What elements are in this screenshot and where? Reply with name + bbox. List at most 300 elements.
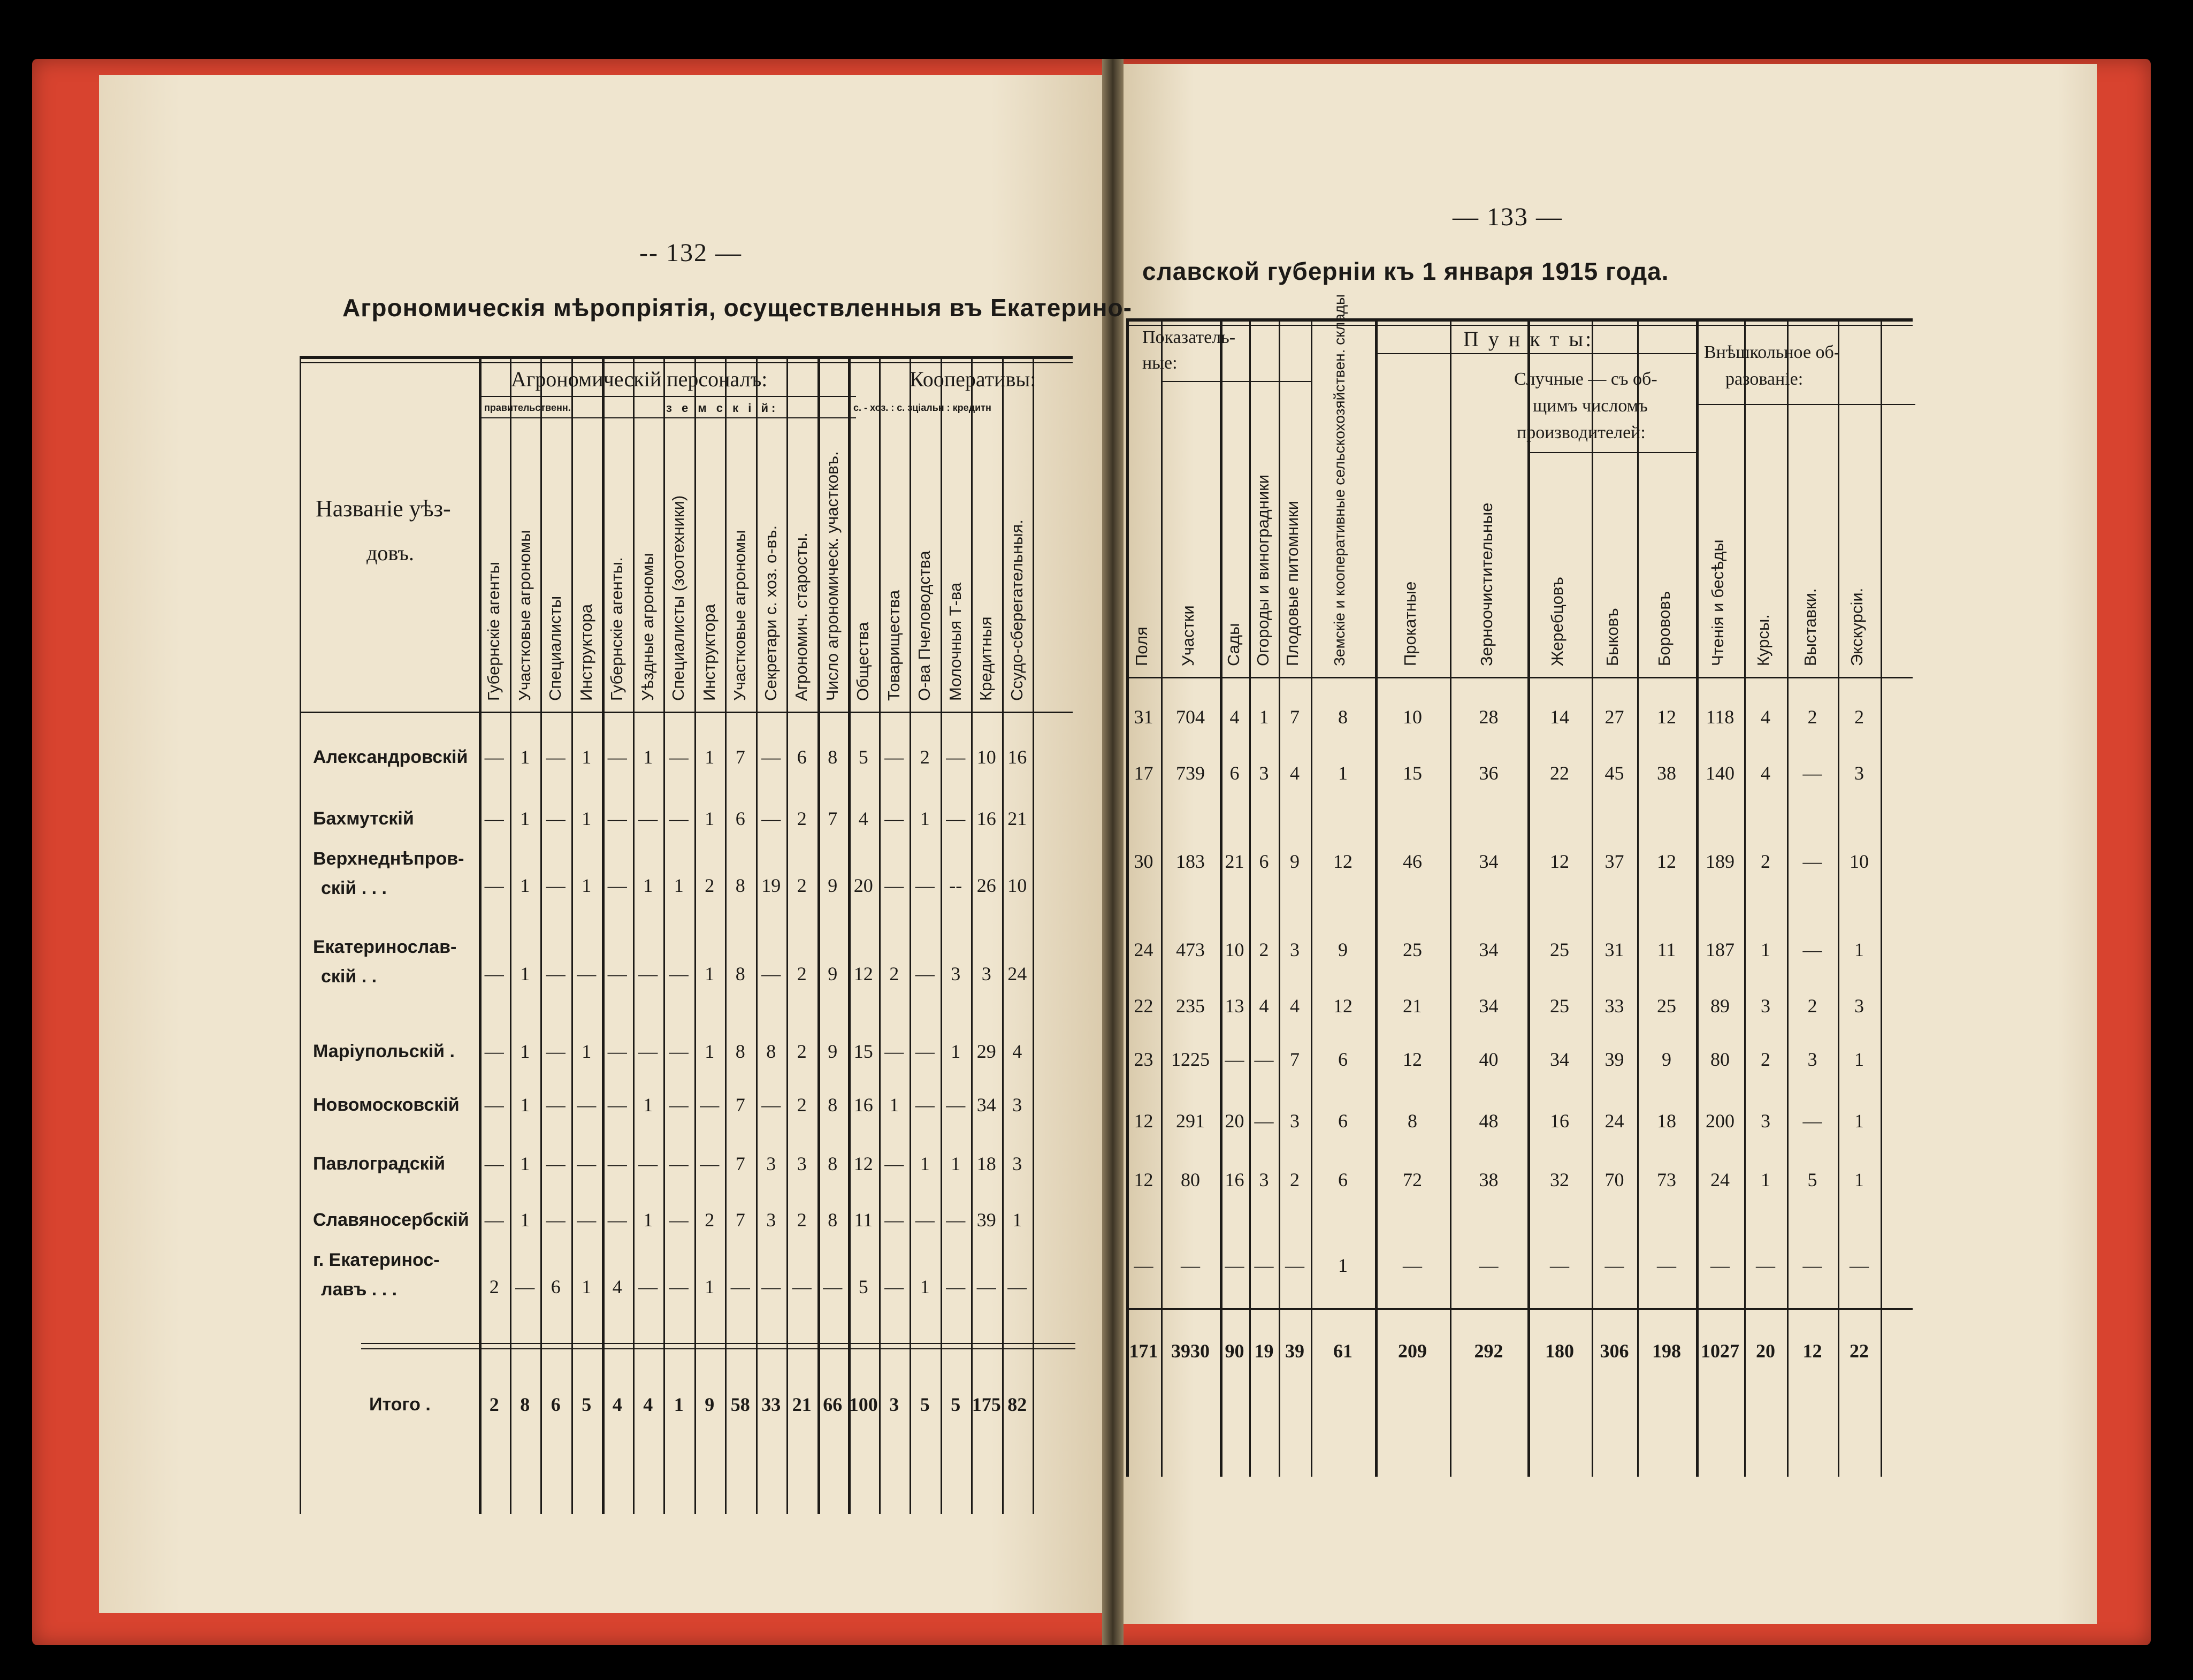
table-top-rule [1126,318,1913,322]
data-cell: — [638,963,658,984]
data-cell: 2 [1807,706,1817,728]
column-label: Зерноочистительные [1477,502,1496,666]
column-rule [694,356,696,1514]
data-cell: — [884,875,904,896]
data-cell: 21 [1225,851,1244,872]
data-cell: 1 [1259,706,1269,728]
column-label: Сады [1224,623,1243,666]
data-cell: 10 [976,746,996,768]
indicators-group-header: Показатель- [1142,327,1236,347]
right-page [1115,64,2097,1624]
data-cell: 3 [1807,1049,1817,1070]
column-label: Губернскіе агенты. [607,557,626,701]
data-cell: 3 [1290,1110,1300,1132]
column-label: Кредитныя [976,616,995,701]
district-column-header: Названіе уѣз- [316,495,451,522]
total-rule-top [1126,1308,1913,1310]
data-cell: 2 [1290,1169,1300,1190]
data-cell: 37 [1604,851,1624,872]
column-label: Борововъ [1655,591,1674,666]
header-bottom-rule [1126,677,1913,678]
data-cell: 16 [1225,1169,1244,1190]
data-cell: 4 [1290,995,1300,1017]
data-cell: 26 [976,875,996,896]
total-cell: 21 [792,1394,812,1415]
right-page-number: — 133 — [1453,203,1563,231]
data-cell: 72 [1403,1169,1422,1190]
data-cell: 8 [1408,1110,1417,1132]
data-cell: 12 [1657,851,1676,872]
data-cell: 12 [1333,851,1353,872]
data-cell: 3 [797,1153,807,1174]
data-cell: 8 [766,1041,776,1062]
stud-underline [1527,452,1696,453]
column-rule [817,356,820,1514]
district-name: Славяносербскій [313,1210,469,1230]
data-cell: — [1802,851,1822,872]
district-name: Бахмутскій [313,808,414,829]
data-cell: — [1181,1255,1200,1276]
data-cell: 9 [828,963,838,984]
data-cell: 4 [858,808,868,829]
coops-group-header: Кооперативы: [910,367,1036,391]
data-cell: 3 [981,963,991,984]
column-rule [725,356,727,1514]
column-rule [1279,318,1280,1477]
column-rule [1787,318,1789,1477]
data-cell: 1 [920,1276,930,1297]
data-cell: 22 [1550,762,1569,784]
data-cell: — [946,1209,966,1231]
data-cell: 20 [1225,1110,1244,1132]
data-cell: 1 [1854,1110,1864,1132]
data-cell: — [607,875,627,896]
column-label: Участки [1179,605,1197,666]
column-label: Поля [1132,627,1151,666]
total-cell: 12 [1802,1340,1822,1362]
column-rule [1002,356,1004,1514]
total-cell: 8 [520,1394,530,1415]
data-cell: 8 [735,1041,745,1062]
data-cell: 140 [1706,762,1734,784]
data-cell: — [761,808,781,829]
data-cell: 25 [1550,995,1569,1017]
data-cell: 1 [674,875,684,896]
data-cell: 1 [920,808,930,829]
data-cell: — [1657,1255,1676,1276]
column-label: Прокатные [1401,581,1419,666]
data-cell: — [577,963,597,984]
data-cell: 23 [1134,1049,1153,1070]
left-page-number: -- 132 — [639,239,742,267]
data-cell: 24 [1007,963,1027,984]
data-cell: — [1802,1110,1822,1132]
data-cell: 704 [1176,706,1205,728]
data-cell: 1 [1854,1169,1864,1190]
data-cell: 80 [1710,1049,1730,1070]
data-cell: 34 [1479,939,1499,960]
data-cell: 3 [1761,995,1770,1017]
data-cell: 2 [1807,995,1817,1017]
column-label: Ссудо-сберегательныя. [1007,520,1026,701]
data-cell: — [730,1276,750,1297]
column-label: Участковые агрономы [730,530,749,701]
data-cell: 2 [797,875,807,896]
data-cell: — [1802,939,1822,960]
data-cell: — [700,1094,720,1116]
data-cell: — [1225,1255,1244,1276]
data-cell: 36 [1479,762,1499,784]
total-cell: 61 [1333,1340,1353,1362]
data-cell: — [607,1094,627,1116]
data-cell: 38 [1657,762,1676,784]
data-cell: 45 [1604,762,1624,784]
data-cell: 1 [705,1041,715,1062]
column-rule [510,356,511,1514]
data-cell: 2 [797,1209,807,1231]
data-cell: 5 [858,1276,868,1297]
district-name: Маріупольскій . [313,1041,455,1062]
total-cell: 180 [1545,1340,1574,1362]
data-cell: 2 [920,746,930,768]
data-cell: 2 [1761,851,1770,872]
column-label: Жеребцовъ [1548,577,1567,666]
data-cell: 1 [520,808,530,829]
data-cell: — [669,1094,689,1116]
data-cell: 12 [853,1153,873,1174]
data-cell: 6 [1338,1110,1348,1132]
data-cell: — [915,963,935,984]
data-cell: 189 [1706,851,1734,872]
data-cell: 29 [976,1041,996,1062]
data-cell: — [638,1041,658,1062]
data-cell: — [484,1041,504,1062]
data-cell: — [515,1276,535,1297]
data-cell: 739 [1176,762,1205,784]
column-rule [786,356,788,1514]
data-cell: 2 [889,963,899,984]
column-rule [479,356,482,1514]
data-cell: 21 [1007,808,1027,829]
data-cell: 34 [1479,995,1499,1017]
data-cell: — [915,875,935,896]
total-cell: 1027 [1701,1340,1739,1362]
district-name: Александровскій [313,747,468,767]
data-cell: 40 [1479,1049,1499,1070]
data-cell: 1 [1761,939,1770,960]
district-name: Павлоградскій [313,1154,445,1174]
data-cell: 70 [1604,1169,1624,1190]
data-cell: 8 [1338,706,1348,728]
data-cell: — [607,1041,627,1062]
data-cell: 3 [766,1153,776,1174]
data-cell: — [669,1209,689,1231]
column-rule [971,356,973,1514]
data-cell: 1 [582,875,592,896]
data-cell: — [1285,1255,1304,1276]
points-underline [1375,353,1696,354]
data-cell: 183 [1176,851,1205,872]
total-cell: 171 [1129,1340,1158,1362]
data-cell: 38 [1479,1169,1499,1190]
data-cell: 1 [520,746,530,768]
district-name: лавъ . . . [321,1279,398,1300]
data-cell: — [669,1041,689,1062]
data-cell: 33 [1604,995,1624,1017]
data-cell: 2 [705,875,715,896]
data-cell: — [761,1276,781,1297]
total-cell: 5 [582,1394,592,1415]
column-rule [540,356,542,1514]
data-cell: — [577,1209,597,1231]
data-cell: — [607,963,627,984]
data-cell: 10 [1403,706,1422,728]
data-cell: 1 [1854,1049,1864,1070]
data-cell: — [607,808,627,829]
data-cell: 10 [1225,939,1244,960]
data-cell: — [1802,1255,1822,1276]
column-label: Число агрономическ. участковъ. [822,451,842,701]
data-cell: 21 [1403,995,1422,1017]
data-cell: 8 [828,1209,838,1231]
column-rule [1744,318,1746,1477]
data-cell: 25 [1550,939,1569,960]
data-cell: 2 [489,1276,499,1297]
data-cell: 3 [1012,1153,1022,1174]
district-name: Екатеринослав- [313,937,457,957]
data-cell: — [761,963,781,984]
data-cell: 6 [1259,851,1269,872]
data-cell: 1 [951,1153,961,1174]
data-cell: — [761,1094,781,1116]
total-cell: 22 [1850,1340,1869,1362]
sub-coop-header: с. - хоз. : с. зціальн : кредитн [853,402,991,413]
total-cell: 4 [612,1394,622,1415]
column-rule [1126,318,1129,1477]
data-cell: 34 [1550,1049,1569,1070]
total-label: Итого . [369,1394,431,1415]
data-cell: 9 [1338,939,1348,960]
total-cell: 5 [951,1394,961,1415]
column-label: Огороды и виноградники [1254,474,1272,666]
column-label: Инструктора [699,604,719,701]
data-cell: — [484,808,504,829]
data-cell: 2 [1259,939,1269,960]
data-cell: 31 [1134,706,1153,728]
data-cell: 9 [1290,851,1300,872]
data-cell: 5 [858,746,868,768]
data-cell: 9 [828,1041,838,1062]
data-cell: 46 [1403,851,1422,872]
data-cell: 4 [612,1276,622,1297]
column-label: Земскіе и кооперативные сельскохозяйствен. склады [1331,294,1348,666]
column-label: Экскурсіи. [1847,587,1866,666]
data-cell: — [638,808,658,829]
data-cell: — [1550,1255,1569,1276]
data-cell: 32 [1550,1169,1569,1190]
total-cell: 292 [1474,1340,1503,1362]
column-rule [1249,318,1251,1477]
total-cell: 3 [889,1394,899,1415]
data-cell: 3 [1854,995,1864,1017]
data-cell: 25 [1403,939,1422,960]
column-rule [941,356,942,1514]
data-cell: 473 [1176,939,1205,960]
data-cell: — [915,1209,935,1231]
edu-group-header-2: разованіе: [1725,369,1804,389]
data-cell: 73 [1657,1169,1676,1190]
data-cell: — [1254,1255,1274,1276]
data-cell: 15 [853,1041,873,1062]
column-rule [663,356,665,1514]
data-cell: 16 [976,808,996,829]
total-cell: 209 [1398,1340,1427,1362]
total-cell: 90 [1225,1340,1244,1362]
data-cell: 17 [1134,762,1153,784]
data-cell: 13 [1225,995,1244,1017]
data-cell: — [1007,1276,1027,1297]
data-cell: — [1710,1255,1730,1276]
data-cell: — [946,1276,966,1297]
data-cell: 8 [735,963,745,984]
data-cell: 12 [853,963,873,984]
data-cell: 3 [1012,1094,1022,1116]
indicators-underline [1161,381,1311,382]
data-cell: — [1134,1255,1153,1276]
data-cell: 16 [1007,746,1027,768]
data-cell: 10 [1007,875,1027,896]
data-cell: 291 [1176,1110,1205,1132]
data-cell: — [607,1153,627,1174]
data-cell: 3 [1259,1169,1269,1190]
right-page-title: славской губерніи къ 1 января 1915 года. [1142,257,1669,285]
data-cell: — [1254,1110,1274,1132]
data-cell: — [946,746,966,768]
column-rule [1592,318,1593,1477]
data-cell: 12 [1550,851,1569,872]
header-bottom-rule [300,712,1073,713]
data-cell: — [546,963,566,984]
data-cell: 1 [643,1209,653,1231]
data-cell: 2 [705,1209,715,1231]
data-cell: 4 [1290,762,1300,784]
edu-underline [1696,404,1915,405]
total-cell: 175 [972,1394,1001,1415]
data-cell: 28 [1479,706,1499,728]
data-cell: — [484,1209,504,1231]
data-cell: 4 [1259,995,1269,1017]
edu-group-header: Внѣшкольное об- [1704,342,1840,362]
data-cell: 7 [1290,1049,1300,1070]
data-cell: — [638,1276,658,1297]
data-cell: — [823,1276,843,1297]
total-cell: 100 [849,1394,878,1415]
total-cell: 4 [643,1394,653,1415]
data-cell: 6 [1338,1169,1348,1190]
data-cell: 7 [735,1153,745,1174]
data-cell: 1 [582,808,592,829]
data-cell: 1 [1012,1209,1022,1231]
total-cell: 82 [1007,1394,1027,1415]
data-cell: 12 [1134,1110,1153,1132]
data-cell: 8 [828,746,838,768]
column-label: Уѣздные агрономы [638,553,657,701]
data-cell: 2 [1761,1049,1770,1070]
column-rule [1637,318,1639,1477]
total-cell: 2 [489,1394,499,1415]
data-cell: — [546,875,566,896]
data-cell: 3 [1761,1110,1770,1132]
column-rule [1450,318,1451,1477]
total-cell: 20 [1756,1340,1775,1362]
column-label: Курсы. [1754,614,1772,666]
data-cell: 7 [735,746,745,768]
data-cell: 1 [520,1209,530,1231]
data-cell: 1 [582,746,592,768]
data-cell: 1 [1338,1255,1348,1276]
column-label: Плодовые питомники [1283,500,1302,666]
column-label: Участковые агрономы [515,530,534,701]
data-cell: 6 [735,808,745,829]
data-cell: — [484,1094,504,1116]
data-cell: 1 [920,1153,930,1174]
column-label: Быковъ [1602,608,1622,666]
column-label: Выставки. [1800,588,1820,666]
data-cell: 16 [853,1094,873,1116]
total-cell: 3930 [1171,1340,1210,1362]
data-cell: 30 [1134,851,1153,872]
district-name: Новомосковскій [313,1095,460,1115]
data-cell: 34 [1479,851,1499,872]
data-cell: 25 [1657,995,1676,1017]
data-cell: 48 [1479,1110,1499,1132]
data-cell: 7 [735,1209,745,1231]
data-cell: 12 [1333,995,1353,1017]
data-cell: 1 [582,1276,592,1297]
data-cell: 19 [761,875,781,896]
data-cell: — [669,963,689,984]
data-cell: 15 [1403,762,1422,784]
data-cell: 1 [1761,1169,1770,1190]
data-cell: 80 [1181,1169,1200,1190]
indicators-group-header-2: ные: [1142,353,1178,373]
data-cell: 1 [643,875,653,896]
data-cell: — [915,1094,935,1116]
data-cell: 1 [705,746,715,768]
stud-group-header: Случные — съ об- [1514,369,1657,389]
data-cell: 187 [1706,939,1734,960]
column-rule [1161,318,1163,1477]
total-cell: 198 [1652,1340,1681,1362]
left-border [300,356,301,1514]
total-cell: 6 [551,1394,561,1415]
data-cell: 2 [797,1094,807,1116]
data-cell: — [638,1153,658,1174]
data-cell: — [1604,1255,1624,1276]
data-cell: 18 [976,1153,996,1174]
data-cell: 11 [854,1209,873,1231]
data-cell: — [484,746,504,768]
column-label: Товарищества [884,590,903,701]
table-top-rule [300,356,1073,359]
data-cell: 20 [853,875,873,896]
data-cell: 3 [766,1209,776,1231]
data-cell: 2 [797,808,807,829]
data-cell: 1 [643,1094,653,1116]
data-cell: -- [949,875,962,896]
data-cell: 118 [1706,706,1734,728]
data-cell: 2 [797,963,807,984]
